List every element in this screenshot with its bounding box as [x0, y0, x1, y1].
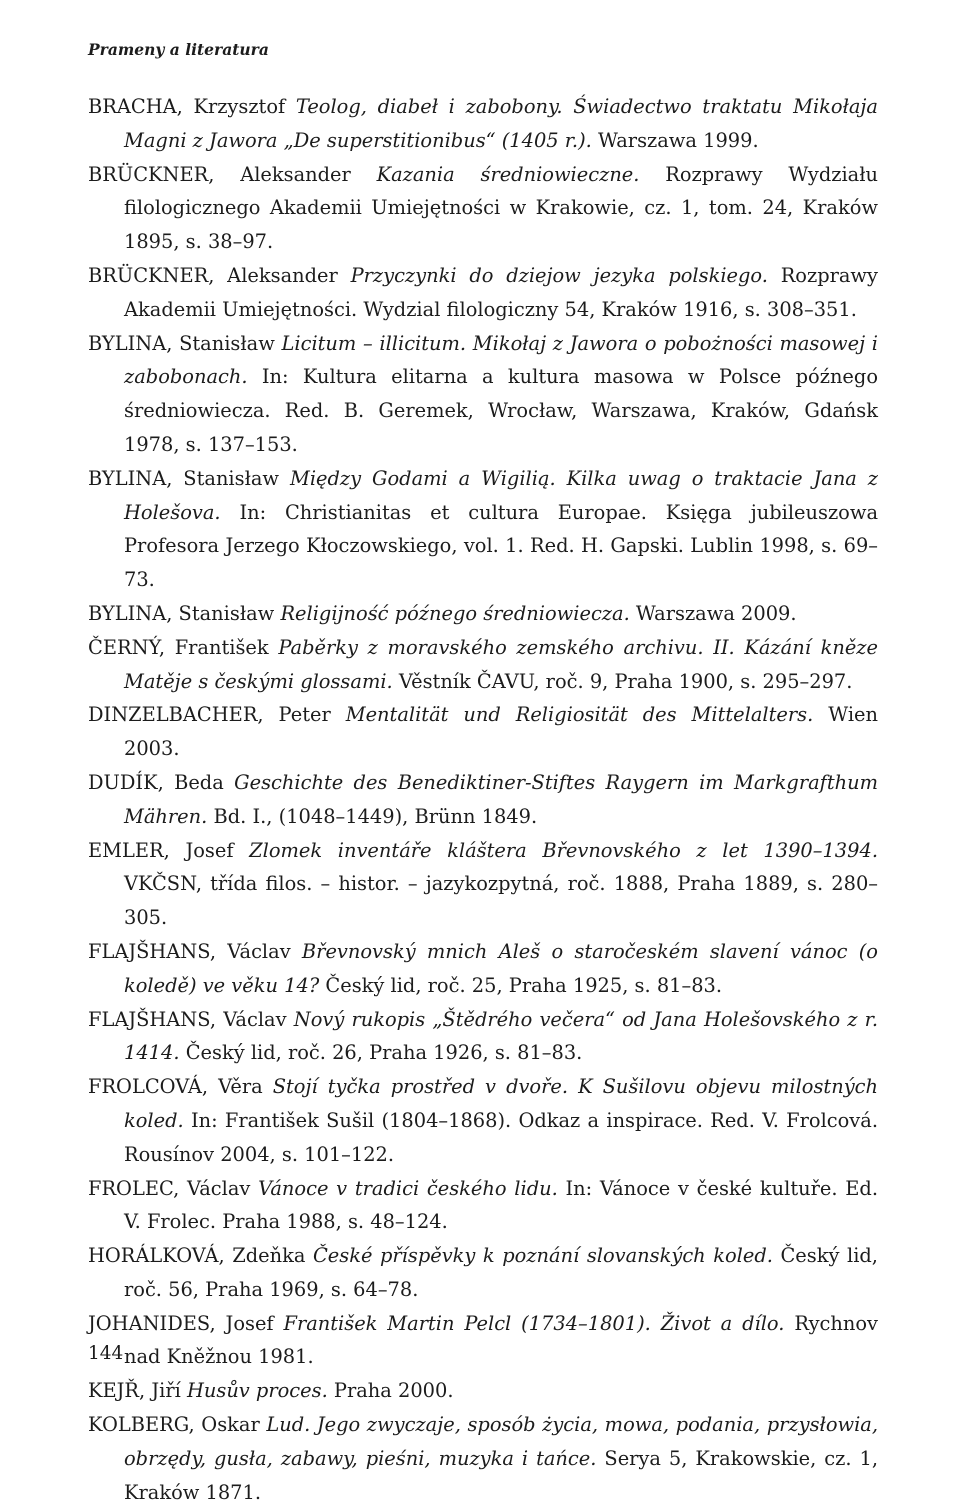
- running-header: Prameny a literatura: [88, 40, 269, 59]
- entry-title: Nový rukopis „Štědrého večera“ od Jana Holešovského z r. 1414.: [124, 1007, 878, 1065]
- entry-author: DINZELBACHER, Peter: [88, 703, 331, 727]
- entry-author: KOLBERG, Oskar: [88, 1413, 260, 1437]
- entry-author: BYLINA, Stanisław: [88, 331, 275, 355]
- bibliography-entry: [88, 1408, 878, 1509]
- bibliography-entry: [88, 158, 878, 259]
- entry-publication: Český lid, roč. 56, Praha 1969, s. 64–78.: [124, 1244, 878, 1301]
- entry-publication: Warszawa 1999.: [598, 128, 759, 152]
- entry-author: EMLER, Josef: [88, 838, 234, 862]
- bibliography-entry: [88, 631, 878, 699]
- entry-author: HORÁLKOVÁ, Zdeňka: [88, 1244, 306, 1268]
- entry-title: Lud. Jego zwyczaje, sposób życia, mowa, podania, przysłowia, obrzędy, gusła, zabawy, pieśni, muzyka i tańce.: [124, 1413, 879, 1470]
- entry-publication: Rozprawy Akademii Umiejętności. Wydzial filologiczny 54, Kraków 1916, s. 308–351.: [124, 263, 878, 321]
- entry-title: Zlomek inventáře kláštera Břevnovského z let 1390–1394.: [249, 838, 878, 862]
- entry-author: BRÜCKNER, Aleksander: [88, 263, 338, 287]
- entry-title: Stojí tyčka prostřed v dvoře. K Sušilovu objevu milostných koled.: [124, 1075, 878, 1132]
- bibliography-entry: [88, 327, 878, 462]
- bibliography-entry: [88, 259, 878, 327]
- entry-title: František Martin Pelcl (1734–1801). Život a dílo.: [283, 1311, 785, 1335]
- entry-author: ČERNÝ, František: [88, 635, 269, 659]
- entry-publication: In: Vánoce v české kultuře. Ed. V. Frolec. Praha 1988, s. 48–124.: [124, 1176, 878, 1234]
- entry-publication: Wien 2003.: [124, 703, 879, 761]
- page-number: 144: [88, 1343, 124, 1364]
- entry-publication: VKČSN, třída filos. – histor. – jazykozpytná, roč. 1888, Praha 1889, s. 280–305.: [124, 872, 878, 930]
- entry-publication: Český lid, roč. 26, Praha 1926, s. 81–83.: [185, 1041, 583, 1065]
- entry-publication: Praha 2000.: [333, 1379, 454, 1403]
- entry-title: Husův proces.: [186, 1379, 328, 1403]
- entry-publication: In: František Sušil (1804–1868). Odkaz a inspirace. Red. V. Frolcová. Rousínov 2004, s. 101–122.: [124, 1108, 878, 1166]
- bibliography-entry: [88, 935, 878, 1003]
- bibliography-entry: [88, 698, 878, 766]
- entry-author: BRACHA, Krzysztof: [88, 95, 286, 118]
- entry-publication: In: Kultura elitarna a kultura masowa w Polsce późnego średniowiecza. Red. B. Geremek, Wrocław, Warszawa, Kraków, Gdańsk 1978, s. 137–153.: [124, 365, 878, 456]
- entry-title: Vánoce v tradici českého lidu.: [258, 1176, 558, 1200]
- entry-title: Licitum – illicitum. Mikołaj z Jawora o pobożności masowej i zabobonach.: [124, 331, 879, 389]
- entry-title: Geschichte des Benediktiner-Stiftes Raygern im Markgrafthum Mähren.: [124, 770, 878, 828]
- entry-title: Między Godami a Wigilią. Kilka uwag o traktacie Jana z Holešova.: [124, 466, 879, 524]
- bibliography-entry: [88, 462, 878, 597]
- entry-author: JOHANIDES, Josef: [88, 1311, 274, 1335]
- entry-title: Mentalität und Religiosität des Mittelalters.: [345, 703, 814, 727]
- bibliography-entry: [88, 1374, 878, 1408]
- entry-title: České příspěvky k poznání slovanských koled.: [312, 1244, 773, 1268]
- entry-title: Przyczynki do dziejow jezyka polskiego.: [350, 263, 768, 287]
- entry-title: Břevnovský mnich Aleš o staročeském slavení vánoc (o koledě) ve věku 14?: [124, 939, 878, 997]
- entry-publication: Bd. I., (1048–1449), Brünn 1849.: [213, 804, 538, 828]
- entry-author: DUDÍK, Beda: [88, 770, 224, 794]
- bibliography-entry: [88, 90, 878, 158]
- entry-author: FLAJŠHANS, Václav: [88, 1007, 287, 1031]
- entry-publication: Warszawa 2009.: [635, 601, 797, 625]
- entry-author: BYLINA, Stanisław: [88, 466, 280, 490]
- entry-author: FROLCOVÁ, Věra: [88, 1075, 263, 1099]
- entry-publication: Serya 5, Krakowskie, cz. 1, Kraków 1871.: [124, 1446, 878, 1504]
- entry-title: Kazania średniowieczne.: [376, 162, 640, 186]
- entry-title: Religijność późnego średniowiecza.: [280, 601, 630, 625]
- entry-title: Teolog, diabeł i zabobony. Świadectwo traktatu Mikołaja Magni z Jawora „De superstitionibus“ (1405 r.).: [124, 95, 878, 152]
- bibliography-entry: [88, 1239, 878, 1307]
- bibliography-entry: [88, 834, 878, 935]
- entry-author: BYLINA, Stanisław: [88, 601, 275, 625]
- entry-author: FROLEC, Václav: [88, 1176, 251, 1200]
- bibliography-entry: [88, 1307, 878, 1375]
- entry-author: FLAJŠHANS, Václav: [88, 939, 291, 963]
- entry-author: BRÜCKNER, Aleksander: [88, 162, 351, 186]
- bibliography-entry: [88, 1003, 878, 1071]
- entry-author: KEJŘ, Jiří: [88, 1379, 181, 1403]
- bibliography-entry: [88, 1070, 878, 1171]
- bibliography-list: [88, 90, 878, 1509]
- entry-publication: In: Christianitas et cultura Europae. Księga jubileuszowa Profesora Jerzego Kłoczowskiego, vol. 1. Red. H. Gapski. Lublin 1998, s. 69–73.: [124, 500, 879, 592]
- bibliography-entry: [88, 766, 878, 834]
- bibliography-entry: [88, 597, 878, 631]
- entry-publication: Český lid, roč. 25, Praha 1925, s. 81–83.: [325, 973, 723, 997]
- entry-publication: Věstník ČAVU, roč. 9, Praha 1900, s. 295–297.: [398, 669, 853, 693]
- entry-publication: Rozprawy Wydziału filologicznego Akademii Umiejętności w Krakowie, cz. 1, tom. 24, Kraków 1895, s. 38–97.: [124, 162, 878, 254]
- bibliography-entry: [88, 1172, 878, 1240]
- entry-publication: Rychnov nad Kněžnou 1981.: [124, 1311, 878, 1369]
- entry-title: Paběrky z moravského zemského archivu. II. Kázání kněze Matěje s českými glossami.: [124, 635, 878, 693]
